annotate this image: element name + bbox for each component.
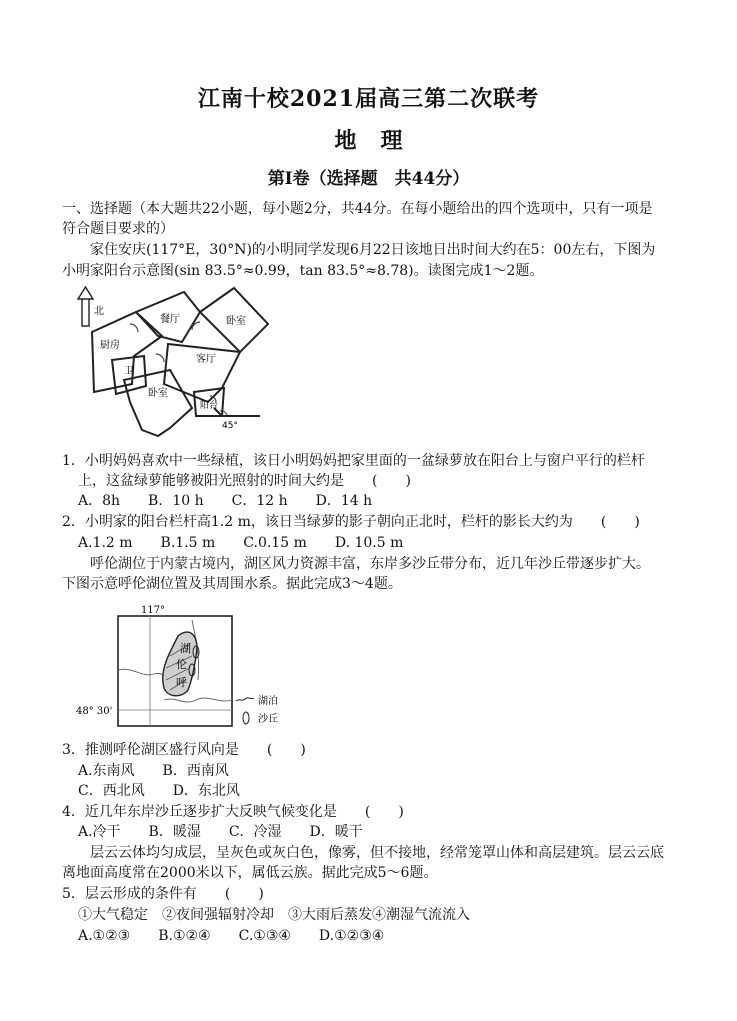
q2-options: A.1.2 m B.1.5 m C.0.15 m D. 10.5 m — [78, 535, 404, 551]
q3-options-1: A.东南风 B．西南风 — [78, 763, 229, 779]
q1-options: A．8h B．10 h C．12 h D．14 h — [78, 493, 373, 509]
passage1-line2: 小明家阳台示意图(sin 83.5°≈0.99，tan 83.5°≈8.78)。读图完成1～2题。 — [62, 263, 544, 279]
subject-char-1: 地 — [334, 128, 357, 154]
q4-stem: 4．近几年东岸沙丘逐步扩大反映气候变化是 ( ) — [62, 804, 404, 820]
passage3-line2: 离地面高度常在2000米以下，属低云族。据此完成5～6题。 — [62, 865, 438, 881]
angle-label: 45° — [222, 421, 238, 431]
q3-stem: 3．推测呼伦湖区盛行风向是 ( ) — [62, 742, 306, 758]
latitude-label: 48° 30' — [76, 706, 113, 717]
passage1-line1: 家住安庆(117°E，30°N)的小明同学发现6月22日该地日出时间大约在5：00左右，下图为 — [90, 242, 656, 258]
legend-dune-icon — [243, 712, 249, 724]
lake-char-2: 伦 — [176, 658, 187, 671]
legend-lake-label: 湖泊 — [258, 696, 278, 707]
q2-line1: 2．小明家的阳台栏杆高1.2 m，该日当绿萝的影子朝向正北时，栏杆的影长大约为 ( ) — [62, 514, 640, 530]
living-wall — [164, 344, 240, 402]
section-intro-line1: 一、选择题（本大题共22小题，每小题2分，共44分。在每小题给出的四个选项中，只有一项是 — [62, 201, 653, 217]
passage2-line2: 下图示意呼伦湖位置及其周围水系。据此完成3～4题。 — [62, 576, 402, 592]
q5-options: A.①②③ B.①②④ C.①③④ D.①②③④ — [78, 928, 385, 944]
q1-line1: 1．小明妈妈喜欢中一些绿植，该日小明妈妈把家里面的一盆绿萝放在阳台上与窗户平行的栏杆 — [62, 453, 645, 469]
room-bedroom-2: 卧室 — [148, 388, 168, 399]
north-arrow-icon — [78, 287, 93, 326]
room-living: 客厅 — [196, 354, 216, 365]
bedroom-wall-2 — [124, 370, 192, 436]
subject-char-2: 理 — [380, 128, 403, 154]
floor-plan-figure — [72, 284, 282, 444]
lake-char-3: 呼 — [176, 676, 187, 689]
room-toilet: 卫 — [124, 366, 134, 377]
exam-title: 江南十校2021届高三第二次联考 — [197, 86, 540, 112]
door-arc-1 — [130, 324, 138, 332]
room-balcony: 阳台 — [200, 401, 219, 411]
legend-lake-icon — [236, 698, 254, 701]
subject-title — [0, 124, 737, 155]
q1-line2: 上，这盆绿萝能够被阳光照射的时间大约是 ( ) — [78, 473, 411, 489]
hulun-lake-map — [72, 600, 312, 735]
lake-char-1: 湖 — [180, 642, 191, 655]
legend — [236, 694, 278, 725]
door-arc-3 — [156, 354, 164, 362]
legend-dune-label: 沙丘 — [258, 714, 278, 725]
q5-conditions: ①大气稳定 ②夜间强辐射冷却 ③大雨后蒸发④潮湿气流流入 — [78, 907, 470, 923]
room-kitchen: 厨房 — [100, 340, 120, 351]
part-title: 第Ⅰ卷（选择题 共44分） — [267, 169, 470, 189]
q5-stem: 5．层云形成的条件有 ( ) — [62, 886, 264, 902]
q4-options: A.冷干 B．暖湿 C．冷湿 D．暖干 — [78, 824, 363, 840]
section-intro-line2: 符合题目要求的） — [62, 221, 174, 237]
passage2-line1: 呼伦湖位于内蒙古境内，湖区风力资源丰富，东岸多沙丘带分布，近几年沙丘带逐步扩大。 — [90, 556, 650, 572]
room-bedroom-1: 卧室 — [226, 316, 246, 327]
room-dining: 餐厅 — [160, 314, 180, 325]
north-label: 北 — [94, 306, 104, 317]
longitude-label: 117° — [141, 605, 166, 616]
passage3-line1: 层云云体均匀成层，呈灰色或灰白色，像雾，但不接地，经常笼罩山体和高层建筑。层云云底 — [90, 845, 664, 861]
q3-options-2: C．西北风 D．东北风 — [78, 783, 240, 799]
